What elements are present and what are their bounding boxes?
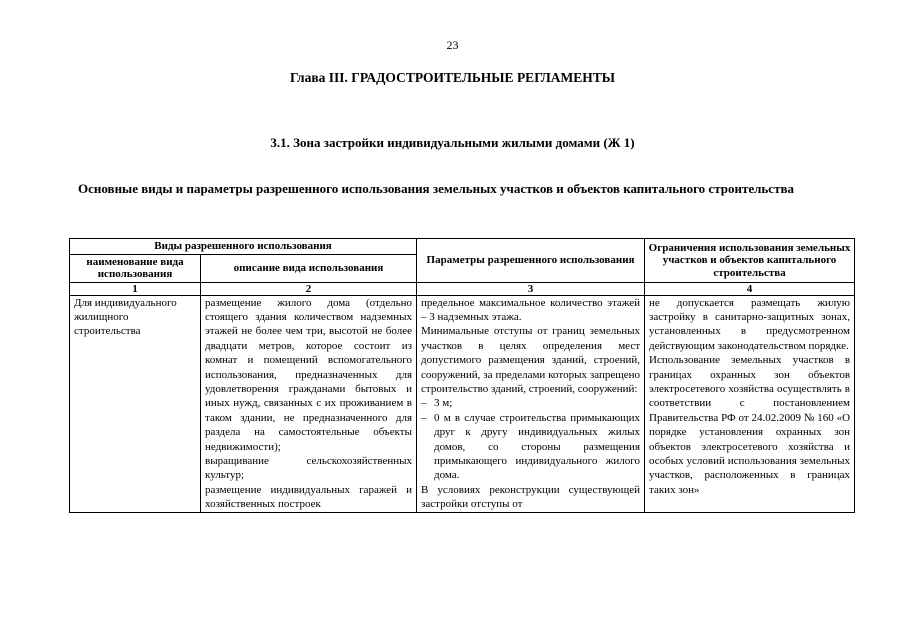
group-header: Виды разрешенного использования [70, 239, 417, 255]
col-number-4: 4 [645, 282, 855, 295]
col2-header: описание вида использования [201, 254, 417, 282]
section-title: 3.1. Зона застройки индивидуальными жилыми домами (Ж 1) [270, 135, 635, 150]
param-max-floors: предельное максимальное количество этажей – 3 надземных этажа. [421, 296, 641, 323]
param-dash-text: 0 м в случае строительства примыкающих друг к другу индивидуальных жилых домов, со стороны размещения примыкающего индивидуального жилого дома. [434, 411, 641, 482]
col-number-2: 2 [201, 282, 417, 295]
description-cell [201, 295, 417, 512]
param-setbacks-intro: Минимальные отступы от границ земельных участков в целях определения мест допустимого размещения зданий, строений, сооружений, за пределами которых запрещено строительство зданий, строений, сооружений: [421, 325, 641, 395]
restriction-electric: Использование земельных участков в границах охранных зон объектов электросетевого хозяйства осуществлять в соответствии с постановлением Правительства РФ от 24.02.2009 № 160 «О порядке установления охранных зон объектов электросетевого хозяйства и особых условий использования земельных участков, расположенных в границах таких зон» [649, 354, 851, 496]
dash-marker: – [421, 397, 427, 410]
restriction-sanitary: не допускается размещать жилую застройку в санитарно-защитных зонах, установленных в предусмотренном действующим законодательством порядке. [649, 296, 851, 352]
subheading: Основные виды и параметры разрешенного использования земельных участков и объектов капитального строительства [78, 181, 794, 196]
col-number-1: 1 [70, 282, 201, 295]
param-dash-item [421, 396, 640, 410]
param-dash-text: 3 м; [434, 397, 453, 410]
chapter-title: Глава III. ГРАДОСТРОИТЕЛЬНЫЕ РЕГЛАМЕНТЫ [289, 70, 616, 85]
regulations-table [69, 238, 855, 513]
col-number-3: 3 [417, 282, 645, 295]
use-name-cell [70, 295, 201, 512]
col1-header: наименование вида использования [70, 254, 201, 282]
parameters-cell [417, 295, 645, 512]
use-name: Для индивидуального жилищного строительства [74, 296, 177, 338]
dash-marker: – [421, 411, 427, 424]
description-paragraph: размещение жилого дома (отдельно стоящего здания количеством надземных этажей не более чем три, высотой не более двадцати метров, которое состоит из комнат и помещений вспомогательного использования, предназначенных для удовлетворения гражданами бытовых и иных нужд, связанных с их проживанием в таком здании, не предназначенного для раздела на самостоятельные объекты недвижимости); [205, 296, 413, 453]
description-paragraph: выращивание сельскохозяйственных культур; [205, 454, 413, 482]
restrictions-cell [645, 295, 855, 512]
param-reconstruction: В условиях реконструкции существующей застройки отступы от [421, 483, 641, 511]
page-number: 23 [446, 38, 459, 52]
description-paragraph: размещение индивидуальных гаражей и хозяйственных построек [205, 483, 413, 511]
col3-header: Параметры разрешенного использования [417, 239, 645, 283]
param-dash-item [421, 411, 640, 483]
col4-header: Ограничения использования земельных участков и объектов капитального строительства [645, 239, 855, 283]
